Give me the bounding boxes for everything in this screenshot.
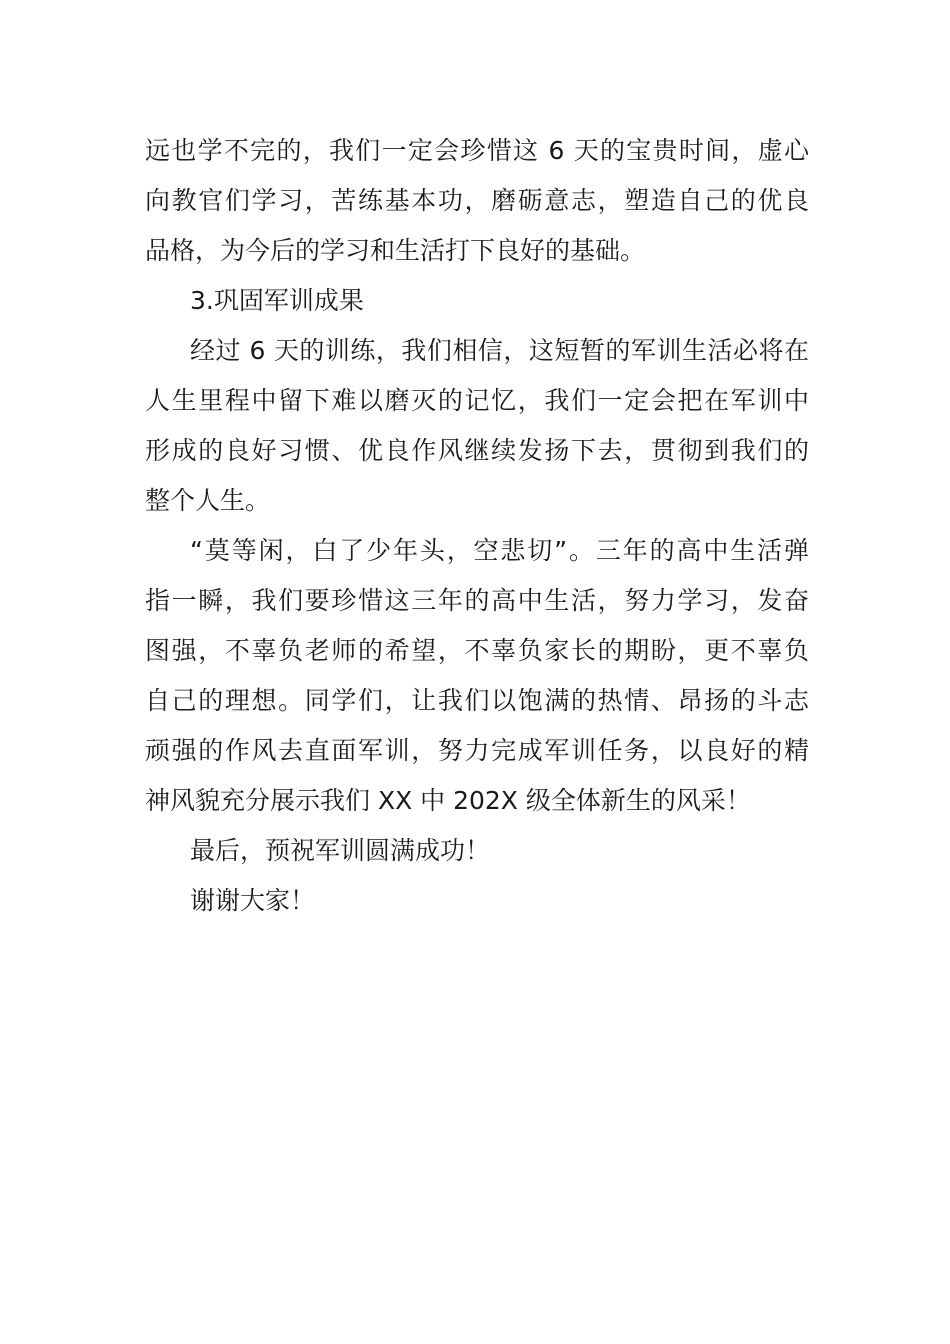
text-line: 顽强的作风去直面军训，努力完成军训任务，以良好的精 xyxy=(145,736,809,765)
text-line: 指一瞬，我们要珍惜这三年的高中生活，努力学习，发奋 xyxy=(145,586,809,615)
text-line: 远也学不完的，我们一定会珍惜这 6 天的宝贵时间，虚心 xyxy=(145,136,809,165)
text-line: 人生里程中留下难以磨灭的记忆，我们一定会把在军训中 xyxy=(145,386,809,415)
text-line: 经过 6 天的训练，我们相信，这短暂的军训生活必将在 xyxy=(190,336,809,365)
text-line: 整个人生。 xyxy=(145,486,271,515)
paragraph-p3 xyxy=(145,526,809,826)
text-line: 最后，预祝军训圆满成功！ xyxy=(190,836,491,865)
heading-text: 3.巩固军训成果 xyxy=(190,286,364,315)
paragraph-p4 xyxy=(145,826,809,876)
text-line: 神风貌充分展示我们 XX 中 202X 级全体新生的风采！ xyxy=(145,786,751,815)
paragraph-p1 xyxy=(145,126,809,276)
text-line: 谢谢大家！ xyxy=(190,886,316,915)
text-line: 品格，为今后的学习和生活打下良好的基础。 xyxy=(145,236,646,265)
text-line: 图强，不辜负老师的希望，不辜负家长的期盼，更不辜负 xyxy=(145,636,809,665)
section-heading xyxy=(145,276,809,326)
paragraph-p5 xyxy=(145,876,809,926)
text-line: 形成的良好习惯、优良作风继续发扬下去，贯彻到我们的 xyxy=(145,436,809,465)
text-line: “莫等闲，白了少年头，空悲切”。三年的高中生活弹 xyxy=(190,536,809,565)
text-line: 向教官们学习，苦练基本功，磨砺意志，塑造自己的优良 xyxy=(145,186,809,215)
paragraph-p2 xyxy=(145,326,809,526)
text-line: 自己的理想。同学们，让我们以饱满的热情、昂扬的斗志 xyxy=(145,686,809,715)
document-body xyxy=(145,126,809,926)
